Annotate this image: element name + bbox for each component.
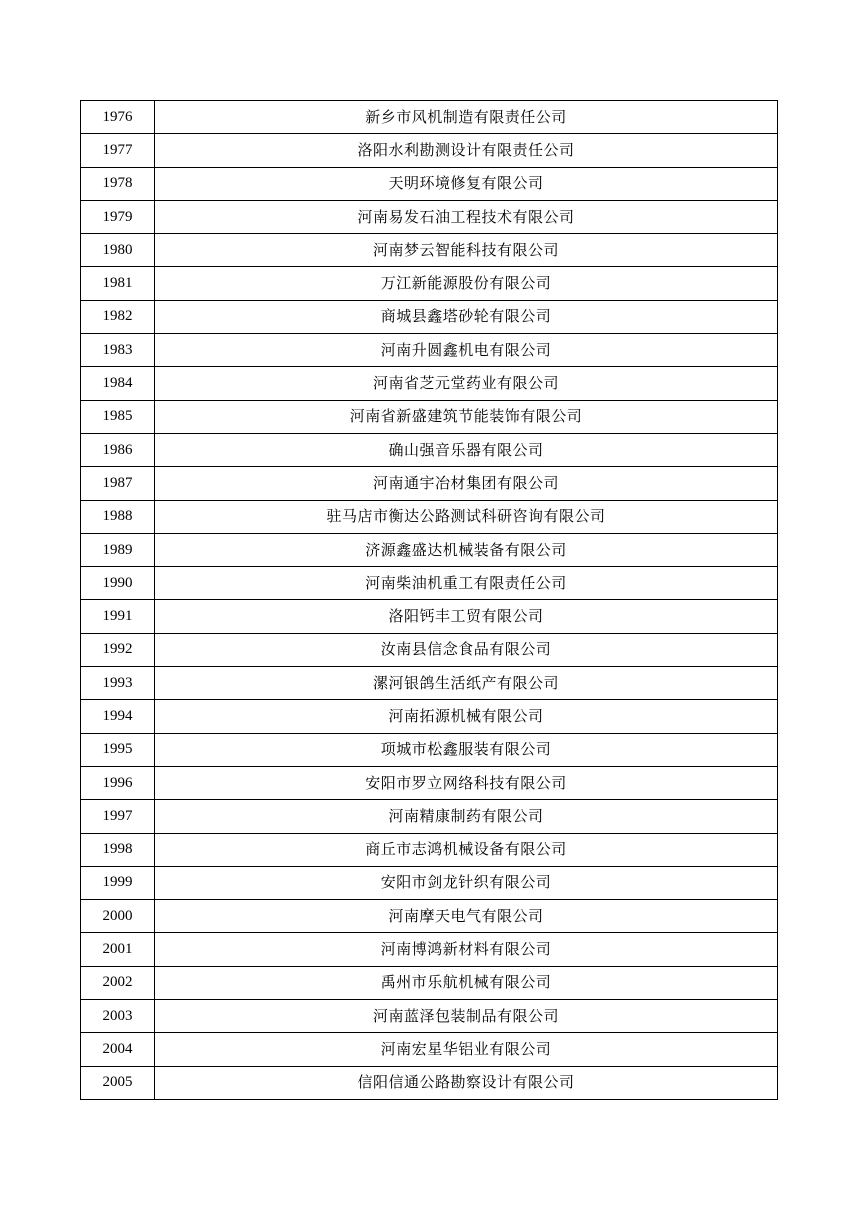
- table-row: [81, 433, 778, 466]
- table-row: [81, 733, 778, 766]
- company-name-cell: 济源鑫盛达机械装备有限公司: [155, 533, 778, 566]
- row-number-cell: 1984: [81, 367, 155, 400]
- table-row: [81, 833, 778, 866]
- row-number-cell: 1988: [81, 500, 155, 533]
- row-number-cell: 2004: [81, 1033, 155, 1066]
- row-number-cell: 1992: [81, 633, 155, 666]
- table-row: [81, 533, 778, 566]
- row-number-cell: 1995: [81, 733, 155, 766]
- row-number-cell: 1998: [81, 833, 155, 866]
- company-list-table: [80, 100, 778, 1100]
- table-row: [81, 400, 778, 433]
- row-number-cell: 1977: [81, 134, 155, 167]
- row-number-cell: 1982: [81, 300, 155, 333]
- company-name-cell: 洛阳水利勘测设计有限责任公司: [155, 134, 778, 167]
- row-number-cell: 2000: [81, 900, 155, 933]
- table-row: [81, 933, 778, 966]
- table-row: [81, 200, 778, 233]
- row-number-cell: 1976: [81, 101, 155, 134]
- row-number-cell: 2005: [81, 1066, 155, 1099]
- company-name-cell: 汝南县信念食品有限公司: [155, 633, 778, 666]
- table-row: [81, 500, 778, 533]
- table-row: [81, 866, 778, 899]
- row-number-cell: 1983: [81, 334, 155, 367]
- company-name-cell: 驻马店市衡达公路测试科研咨询有限公司: [155, 500, 778, 533]
- table-row: [81, 101, 778, 134]
- table-row: [81, 567, 778, 600]
- table-row: [81, 134, 778, 167]
- company-name-cell: 河南精康制药有限公司: [155, 800, 778, 833]
- row-number-cell: 2002: [81, 966, 155, 999]
- company-name-cell: 万江新能源股份有限公司: [155, 267, 778, 300]
- table-row: [81, 267, 778, 300]
- table-row: [81, 1000, 778, 1033]
- company-name-cell: 漯河银鸽生活纸产有限公司: [155, 667, 778, 700]
- company-name-cell: 商丘市志鸿机械设备有限公司: [155, 833, 778, 866]
- row-number-cell: 1997: [81, 800, 155, 833]
- table-row: [81, 334, 778, 367]
- company-name-cell: 河南梦云智能科技有限公司: [155, 234, 778, 267]
- company-name-cell: 确山强音乐器有限公司: [155, 433, 778, 466]
- row-number-cell: 1981: [81, 267, 155, 300]
- row-number-cell: 2003: [81, 1000, 155, 1033]
- row-number-cell: 1986: [81, 433, 155, 466]
- company-name-cell: 商城县鑫塔砂轮有限公司: [155, 300, 778, 333]
- row-number-cell: 1985: [81, 400, 155, 433]
- table-row: [81, 167, 778, 200]
- company-name-cell: 河南省新盛建筑节能装饰有限公司: [155, 400, 778, 433]
- company-name-cell: 信阳信通公路勘察设计有限公司: [155, 1066, 778, 1099]
- company-name-cell: 天明环境修复有限公司: [155, 167, 778, 200]
- table-row: [81, 467, 778, 500]
- row-number-cell: 1994: [81, 700, 155, 733]
- table-row: [81, 633, 778, 666]
- table-row: [81, 1066, 778, 1099]
- row-number-cell: 2001: [81, 933, 155, 966]
- row-number-cell: 1990: [81, 567, 155, 600]
- row-number-cell: 1980: [81, 234, 155, 267]
- company-list-body: [81, 101, 778, 1100]
- table-row: [81, 667, 778, 700]
- company-name-cell: 河南宏星华铝业有限公司: [155, 1033, 778, 1066]
- company-name-cell: 河南省芝元堂药业有限公司: [155, 367, 778, 400]
- company-name-cell: 新乡市风机制造有限责任公司: [155, 101, 778, 134]
- table-row: [81, 800, 778, 833]
- table-row: [81, 367, 778, 400]
- company-name-cell: 安阳市罗立网络科技有限公司: [155, 766, 778, 799]
- company-name-cell: 河南升圆鑫机电有限公司: [155, 334, 778, 367]
- table-row: [81, 300, 778, 333]
- company-name-cell: 项城市松鑫服装有限公司: [155, 733, 778, 766]
- company-name-cell: 河南博鸿新材料有限公司: [155, 933, 778, 966]
- company-name-cell: 河南通宇冶材集团有限公司: [155, 467, 778, 500]
- row-number-cell: 1978: [81, 167, 155, 200]
- company-name-cell: 河南拓源机械有限公司: [155, 700, 778, 733]
- table-row: [81, 1033, 778, 1066]
- company-name-cell: 河南柴油机重工有限责任公司: [155, 567, 778, 600]
- table-row: [81, 234, 778, 267]
- row-number-cell: 1989: [81, 533, 155, 566]
- company-name-cell: 禹州市乐航机械有限公司: [155, 966, 778, 999]
- row-number-cell: 1979: [81, 200, 155, 233]
- table-row: [81, 900, 778, 933]
- row-number-cell: 1987: [81, 467, 155, 500]
- table-row: [81, 700, 778, 733]
- row-number-cell: 1996: [81, 766, 155, 799]
- table-row: [81, 600, 778, 633]
- row-number-cell: 1999: [81, 866, 155, 899]
- company-name-cell: 河南易发石油工程技术有限公司: [155, 200, 778, 233]
- company-name-cell: 河南蓝泽包装制品有限公司: [155, 1000, 778, 1033]
- company-name-cell: 安阳市剑龙针织有限公司: [155, 866, 778, 899]
- company-name-cell: 河南摩天电气有限公司: [155, 900, 778, 933]
- company-name-cell: 洛阳钙丰工贸有限公司: [155, 600, 778, 633]
- table-row: [81, 766, 778, 799]
- row-number-cell: 1991: [81, 600, 155, 633]
- table-row: [81, 966, 778, 999]
- row-number-cell: 1993: [81, 667, 155, 700]
